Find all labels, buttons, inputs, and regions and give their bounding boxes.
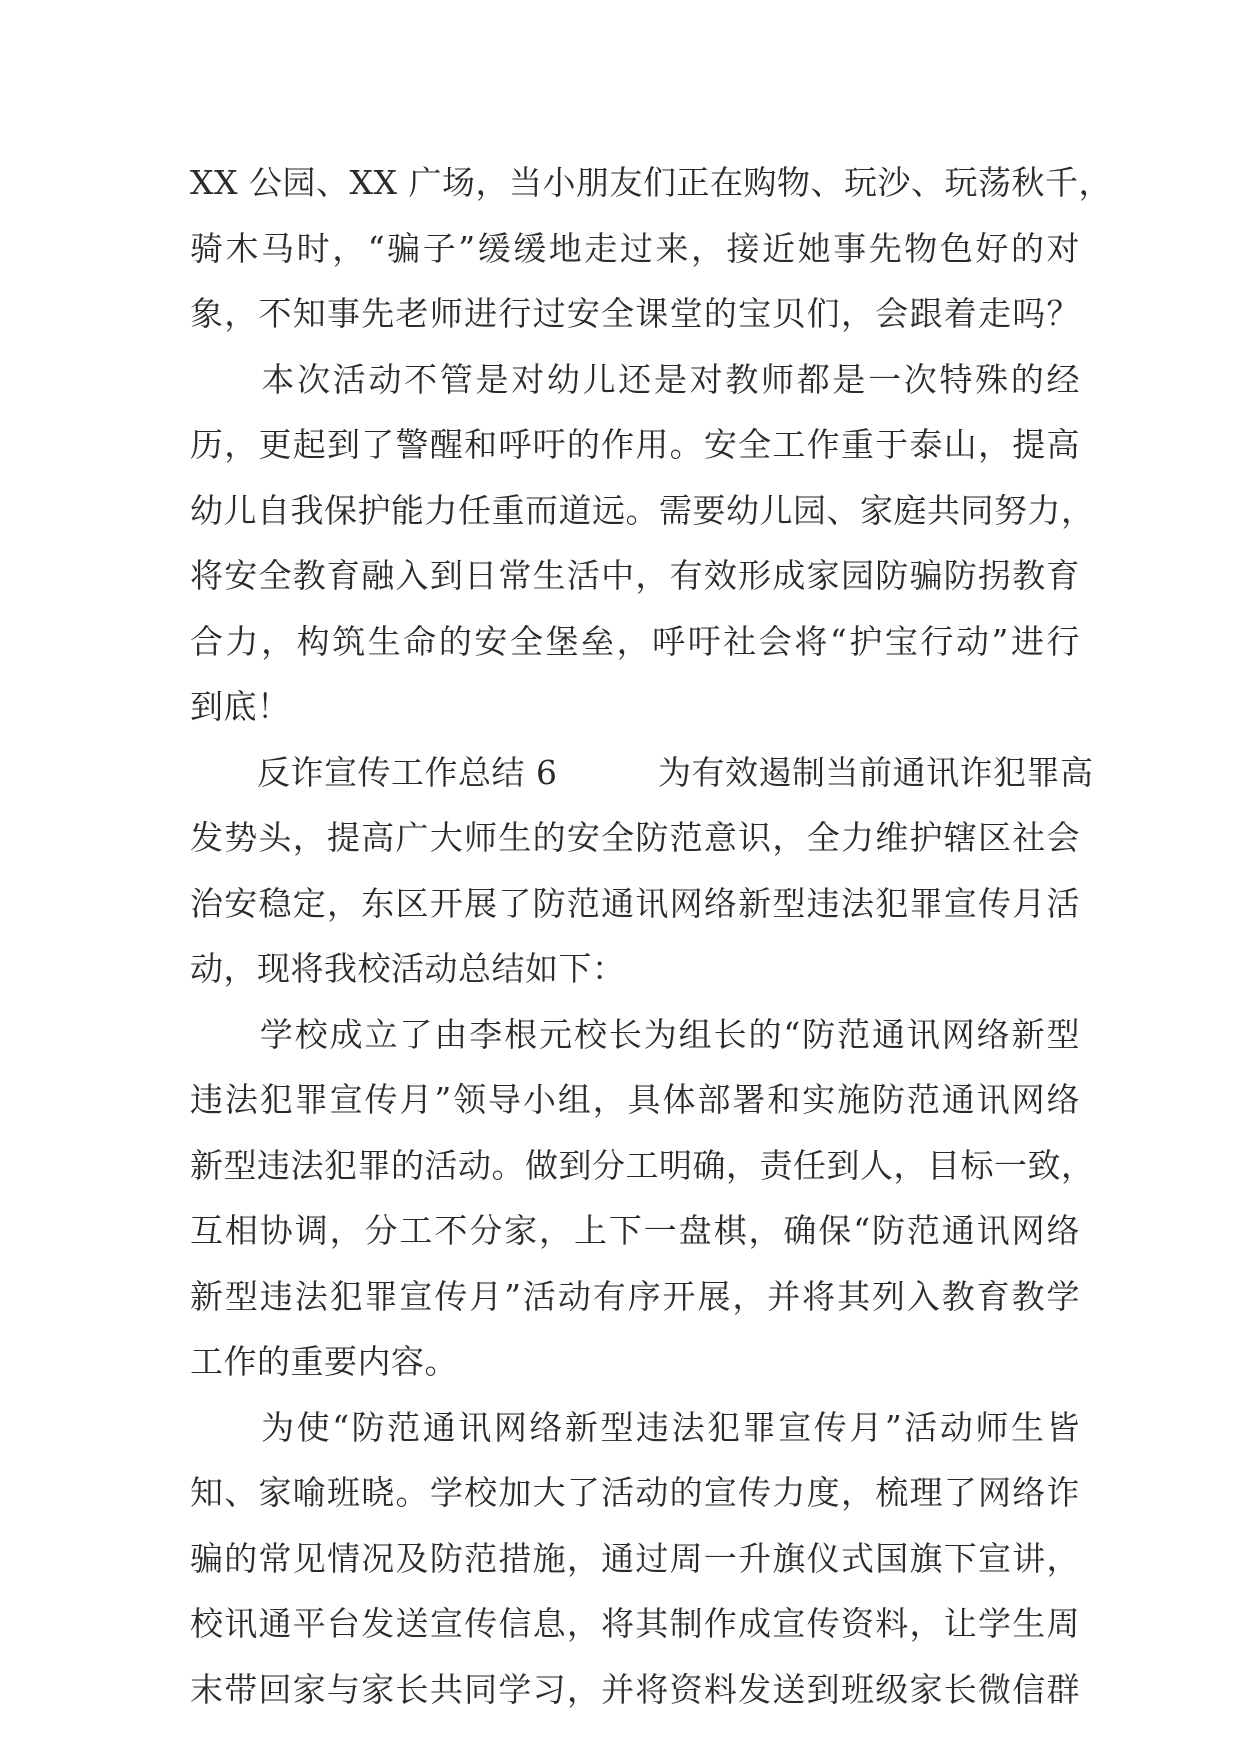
- text-line: 知、家喻班晓。学校加大了活动的宣传力度，梳理了网络诈: [190, 1473, 1080, 1512]
- text-line: 学校成立了由李根元校长为组长的“防范通讯网络新型: [190, 1014, 1080, 1054]
- text-line: 骑木马时，“骗子”缓缓地走过来，接近她事先物色好的对: [190, 228, 1080, 268]
- text-line: 互相协调，分工不分家，上下一盘棋，确保“防范通讯网络: [190, 1211, 1080, 1250]
- text-line: 历，更起到了警醒和呼吁的作用。安全工作重于泰山，提高: [190, 425, 1080, 464]
- text-line: 到底！: [190, 687, 291, 726]
- text-line: 骗的常见情况及防范措施，通过周一升旗仪式国旗下宣讲，: [190, 1538, 1080, 1578]
- text-line: 校讯通平台发送宣传信息，将其制作成宣传资料，让学生周: [190, 1604, 1080, 1643]
- text-line: 幼儿自我保护能力任重而道远。需要幼儿园、家庭共同努力，: [190, 490, 1095, 530]
- text-line: 治安稳定，东区开展了防范通讯网络新型违法犯罪宣传月活: [190, 883, 1080, 923]
- text-line: 反诈宣传工作总结 6 为有效遏制当前通讯诈犯罪高: [190, 752, 1094, 792]
- text-line: 为使“防范通讯网络新型违法犯罪宣传月”活动师生皆: [190, 1407, 1080, 1447]
- text-line: XX 公园、XX 广场，当小朋友们正在购物、玩沙、玩荡秋千，: [190, 163, 1112, 202]
- text-line: 违法犯罪宣传月”领导小组，具体部署和实施防范通讯网络: [190, 1080, 1080, 1119]
- document-body: [190, 150, 1112, 1722]
- text-line: 发势头，提高广大师生的安全防范意识，全力维护辖区社会: [190, 818, 1080, 857]
- text-line: 本次活动不管是对幼儿还是对教师都是一次特殊的经: [190, 359, 1080, 399]
- text-line: 合力，构筑生命的安全堡垒，呼吁社会将“护宝行动”进行: [190, 621, 1080, 661]
- text-line: 动，现将我校活动总结如下：: [190, 949, 626, 988]
- text-line: 新型违法犯罪的活动。做到分工明确，责任到人，目标一致，: [190, 1145, 1095, 1185]
- text-line: 工作的重要内容。: [190, 1342, 458, 1381]
- text-line: 将安全教育融入到日常生活中，有效形成家园防骗防拐教育: [190, 556, 1080, 595]
- text-line: 末带回家与家长共同学习，并将资料发送到班级家长微信群: [190, 1669, 1080, 1709]
- text-line: 象，不知事先老师进行过安全课堂的宝贝们，会跟着走吗？: [190, 294, 1080, 333]
- text-line: 新型违法犯罪宣传月”活动有序开展，并将其列入教育教学: [190, 1276, 1080, 1316]
